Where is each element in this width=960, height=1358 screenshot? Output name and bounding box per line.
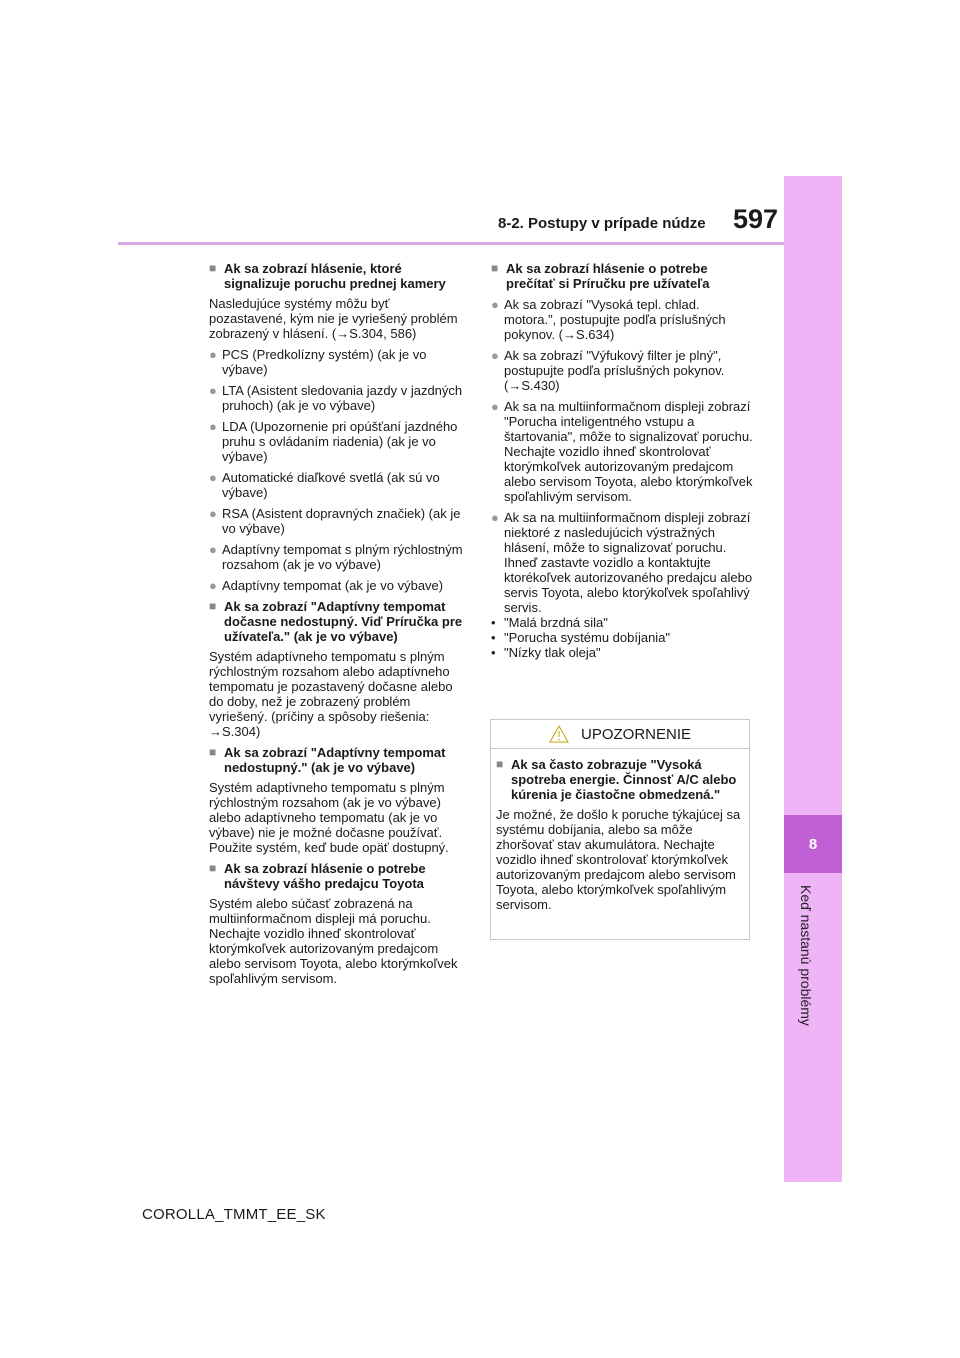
circle-bullet-icon: ●	[209, 578, 217, 593]
dash-item: • "Porucha systému dobíjania"	[491, 630, 671, 645]
circle-bullet-icon: ●	[209, 419, 217, 434]
caution-header	[491, 720, 749, 749]
document-code: COROLLA_TMMT_EE_SK	[142, 1206, 326, 1223]
list-item: ● Automatické diaľkové svetlá (ak sú vo výbave)	[209, 470, 440, 500]
chapter-number: 8	[808, 835, 818, 853]
heading-text: Ak sa zobrazí hlásenie o potrebe prečítať si Príručku pre užívateľa	[506, 261, 710, 291]
list-item: ● Ak sa na multiinformačnom displeji zobrazí "Porucha inteligentného vstupu a štartovania", môže to signalizovať poruchu. Nechajte vozidlo ihneď skontrolovať ktorýmkoľvek autorizovaným predajcom alebo servisom Toyota, alebo ktorýmkoľvek spoľahlivým servisom.	[491, 399, 753, 504]
paragraph: Nasledujúce systémy môžu byť pozastavené, kým nie je vyriešený problém zobrazený v hlásení. (→S.304, 586)	[209, 296, 458, 341]
square-bullet-icon: ■	[209, 599, 217, 613]
list-item: ● LTA (Asistent sledovania jazdy v jazdných pruhoch) (ak je vo výbave)	[209, 383, 463, 413]
caution-title: UPOZORNENIE	[580, 725, 691, 743]
list-item: ● Ak sa na multiinformačnom displeji zobrazí niektoré z nasledujúcich výstražných hlásení, môže to signalizovať poruchu. Ihneď zastavte vozidlo a kontaktujte ktorékoľvek autorizovaného predajcu alebo servis Toyota, alebo ktorýkoľvek spoľahlivý servis.	[491, 510, 753, 615]
page-number: 597	[733, 204, 779, 234]
heading-text: Ak sa zobrazí "Adaptívny tempomat dočasne nedostupný. Viď Príručka pre užívateľa." (ak je vo výbave)	[224, 599, 463, 644]
circle-bullet-icon: ●	[209, 542, 217, 557]
paragraph: Systém alebo súčasť zobrazená na multiinformačnom displeji má poruchu. Nechajte vozidlo ihneď skontrolovať ktorýmkoľvek autorizovaným predajcom alebo servisom Toyota, alebo ktorýmkoľvek spoľahlivým servisom.	[209, 896, 458, 986]
list-item: ● Ak sa zobrazí "Vysoká tepl. chlad. motora.", postupujte podľa príslušných pokynov. (→S.634)	[491, 297, 726, 342]
caution-text: Je možné, že došlo k poruche týkajúcej sa systému dobíjania, alebo sa môže zhoršovať stav akumulátora. Nechajte vozidlo ihneď skontrolovať ktorýmkoľvek autorizovaným predajcom alebo servisom Toyota, alebo ktorýmkoľvek spoľahlivým servisom.	[496, 807, 741, 912]
chapter-title: Keď nastanú problémy	[798, 885, 814, 1026]
list-item: ● RSA (Asistent dopravných značiek) (ak je vo výbave)	[209, 506, 461, 536]
square-bullet-icon: ■	[209, 745, 217, 759]
list-item: ● Ak sa zobrazí "Výfukový filter je plný", postupujte podľa príslušných pokynov. (→S.430)	[491, 348, 725, 393]
dash-item: • "Nízky tlak oleja"	[491, 645, 601, 660]
square-bullet-icon: ■	[209, 861, 217, 875]
paragraph: Systém adaptívneho tempomatu s plným rýchlostným rozsahom (ak je vo výbave) alebo adaptívneho tempomatu (ak je vo výbave) nie je možné dočasne používať. Použite systém, keď bude opäť dostupný.	[209, 780, 449, 855]
section-heading	[209, 261, 469, 291]
dash-item: • "Malá brzdná sila"	[491, 615, 608, 630]
paragraph: Systém adaptívneho tempomatu s plným rýchlostným rozsahom alebo adaptívneho tempomatu je pozastavený dočasne alebo do doby, než je zobrazený problém vyriešený. (príčiny a spôsoby riešenia: →S.304)	[209, 649, 453, 739]
list-item: ● Adaptívny tempomat s plným rýchlostným rozsahom (ak je vo výbave)	[209, 542, 463, 572]
heading-text: Ak sa zobrazí "Adaptívny tempomat nedostupný." (ak je vo výbave)	[224, 745, 446, 775]
circle-bullet-icon: ●	[209, 347, 217, 362]
circle-bullet-icon: ●	[491, 297, 499, 312]
section-title: 8-2. Postupy v prípade núdze	[498, 215, 706, 232]
caution-heading	[496, 757, 744, 802]
square-bullet-icon: ■	[491, 261, 499, 275]
section-heading	[491, 261, 753, 291]
square-bullet-icon: ■	[496, 757, 504, 771]
heading-text: Ak sa zobrazí hlásenie o potrebe návštevy vášho predajcu Toyota	[224, 861, 426, 891]
section-heading	[209, 745, 469, 775]
header-rule	[118, 242, 784, 245]
square-bullet-icon: ■	[209, 261, 217, 275]
heading-text: Ak sa často zobrazuje "Vysoká spotreba energie. Činnosť A/C alebo kúrenia je čiastočne obmedzená."	[511, 757, 737, 802]
section-heading	[209, 599, 469, 644]
circle-bullet-icon: ●	[209, 383, 217, 398]
list-item: ● LDA (Upozornenie pri opúšťaní jazdného pruhu s ovládaním riadenia) (ak je vo výbave)	[209, 419, 458, 464]
circle-bullet-icon: ●	[491, 510, 499, 525]
circle-bullet-icon: ●	[491, 348, 499, 363]
circle-bullet-icon: ●	[209, 470, 217, 485]
left-column	[209, 255, 469, 986]
list-item: ● PCS (Predkolízny systém) (ak je vo výbave)	[209, 347, 427, 377]
circle-bullet-icon: ●	[491, 399, 499, 414]
heading-text: Ak sa zobrazí hlásenie, ktoré signalizuje poruchu prednej kamery	[224, 261, 446, 291]
caution-box	[490, 719, 750, 940]
warning-triangle-icon	[549, 725, 569, 743]
chapter-side-tab	[784, 176, 842, 1182]
caution-body	[491, 749, 749, 912]
circle-bullet-icon: ●	[209, 506, 217, 521]
section-heading	[209, 861, 469, 891]
right-column	[491, 255, 753, 660]
list-item: ● Adaptívny tempomat (ak je vo výbave)	[209, 578, 444, 593]
